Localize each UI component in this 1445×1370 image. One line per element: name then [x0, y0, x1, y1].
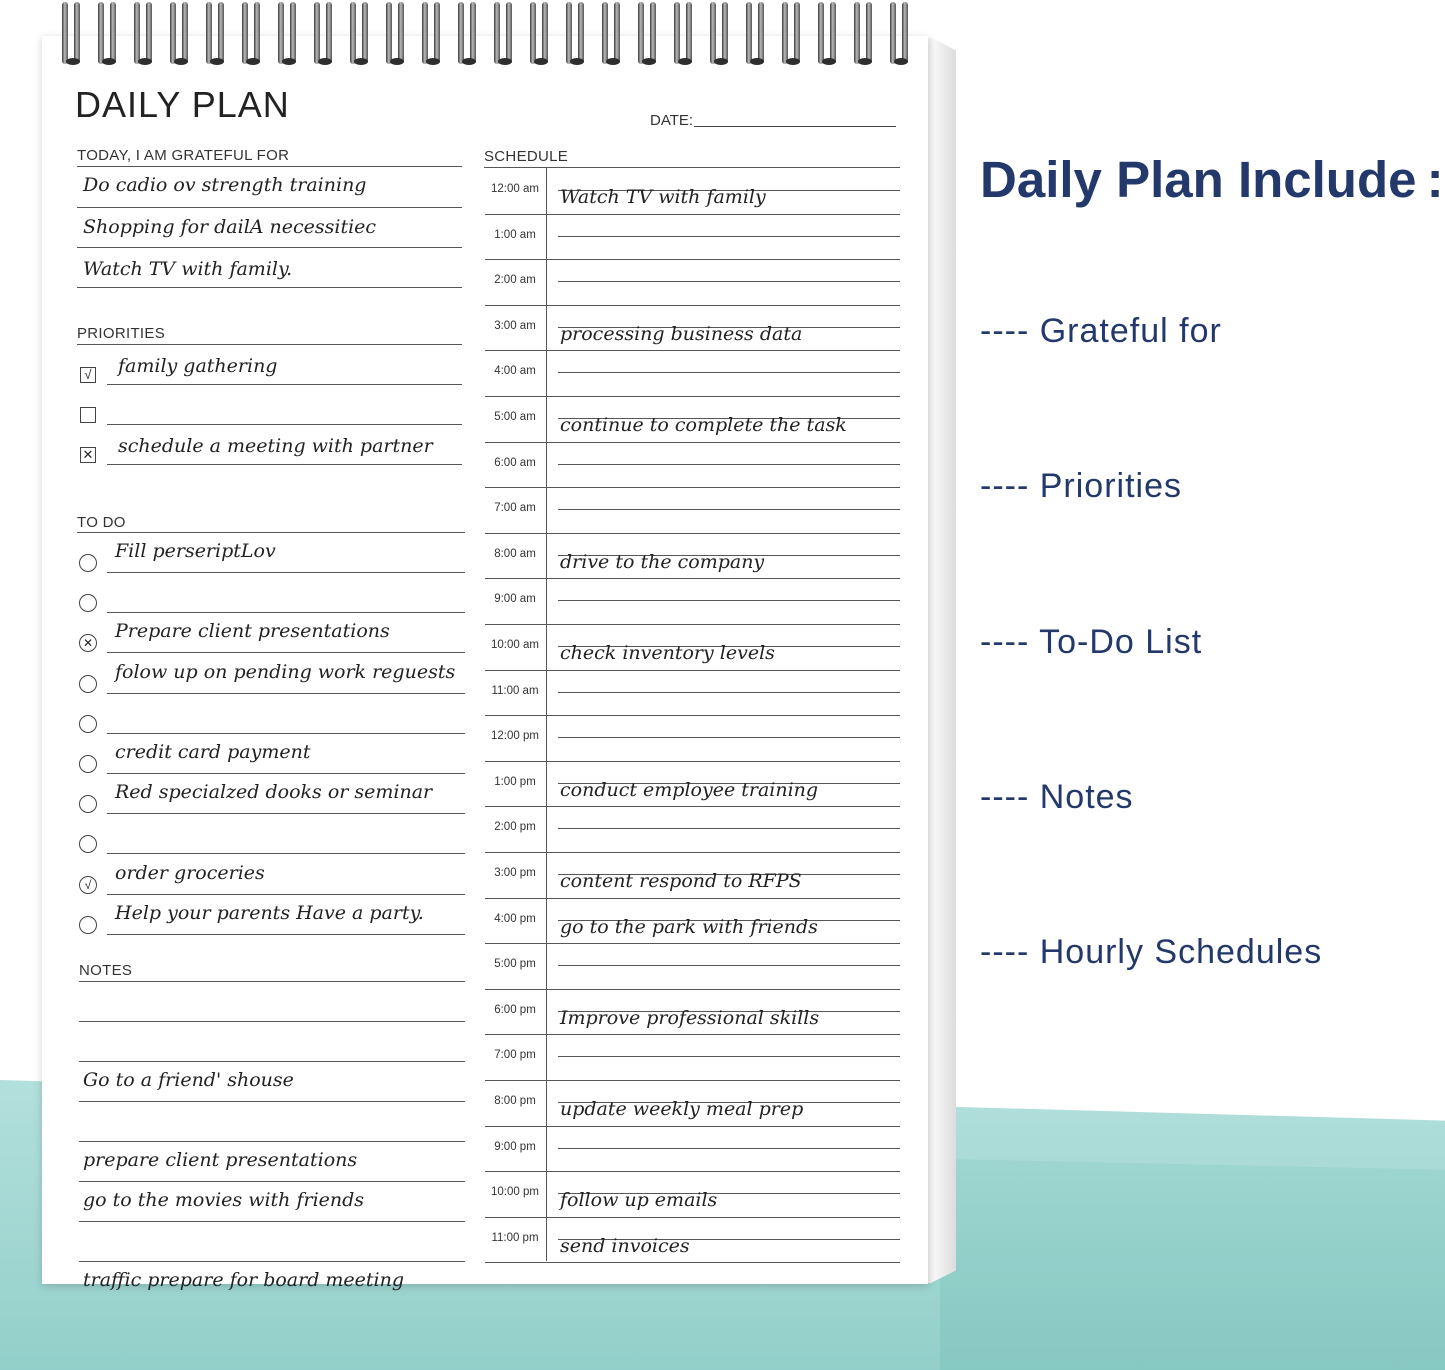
spiral-coil	[386, 2, 408, 64]
grateful-item[interactable]: Shopping for dailA necessitiec	[83, 216, 377, 238]
spiral-coil	[242, 2, 264, 64]
schedule-time-label: 7:00 am	[494, 502, 536, 515]
binding-hole	[174, 58, 188, 65]
spiral-coil	[134, 2, 156, 64]
spiral-coil	[278, 2, 300, 64]
schedule-mid-line	[558, 236, 900, 237]
todo-text[interactable]: Help your parents Have a party.	[115, 901, 424, 924]
note-line	[79, 1101, 465, 1102]
spiral-coil	[782, 2, 804, 64]
todo-line	[107, 853, 465, 854]
binding-hole	[138, 58, 152, 65]
schedule-time-label: 9:00 am	[494, 593, 536, 606]
spiral-binding	[60, 0, 920, 66]
schedule-slot-line	[485, 715, 900, 716]
schedule-entry[interactable]: go to the park with friends	[560, 915, 818, 938]
schedule-slot-line	[485, 1217, 900, 1218]
schedule-mid-line	[558, 1056, 900, 1057]
schedule-slot-line	[485, 989, 900, 990]
schedule-slot-line	[485, 761, 900, 762]
priorities-heading-rule	[77, 344, 462, 345]
schedule-time-label: 2:00 am	[494, 274, 536, 287]
binding-hole	[606, 58, 620, 65]
schedule-slot-line	[485, 487, 900, 488]
grateful-item[interactable]: Do cadio ov strength training	[83, 174, 367, 196]
priority-text[interactable]: schedule a meeting with partner	[118, 435, 433, 457]
binding-hole	[318, 58, 332, 65]
note-line	[79, 1141, 465, 1142]
spiral-coil	[494, 2, 516, 64]
schedule-time-label: 6:00 am	[494, 456, 536, 469]
schedule-time-label: 10:00 am	[491, 639, 539, 651]
binding-hole	[858, 58, 872, 65]
schedule-entry[interactable]: Improve professional skills	[560, 1006, 820, 1029]
todo-line	[107, 572, 465, 573]
schedule-mid-line	[558, 692, 900, 693]
schedule-time-label: 12:00 pm	[491, 730, 539, 743]
schedule-mid-line	[558, 737, 900, 738]
binding-hole	[714, 58, 728, 65]
schedule-slot-line	[485, 305, 900, 306]
todo-checkbox[interactable]: ✕	[79, 634, 97, 652]
spiral-coil	[206, 2, 228, 64]
spiral-coil	[566, 2, 588, 64]
binding-hole	[786, 58, 800, 65]
schedule-entry[interactable]: drive to the company	[560, 550, 765, 573]
binding-hole	[354, 58, 368, 65]
schedule-time-label: 8:00 am	[494, 547, 536, 560]
note-line	[79, 1021, 465, 1022]
grateful-heading-rule	[77, 166, 462, 167]
priority-checkbox[interactable]	[80, 407, 96, 423]
schedule-time-label: 4:00 am	[494, 365, 536, 378]
schedule-time-label: 3:00 pm	[494, 867, 536, 879]
todo-checkbox[interactable]	[79, 755, 97, 773]
schedule-entry[interactable]: follow up emails	[560, 1189, 718, 1212]
feature-item: ---- Hourly Schedules	[980, 933, 1323, 972]
todo-checkbox[interactable]	[79, 916, 97, 934]
schedule-time-label: 8:00 pm	[494, 1095, 536, 1107]
todo-line	[107, 612, 465, 613]
schedule-mid-line	[558, 281, 900, 282]
binding-hole	[678, 58, 692, 65]
note-item[interactable]: go to the movies with friends	[83, 1189, 365, 1211]
todo-checkbox[interactable]: √	[79, 876, 97, 894]
todo-text[interactable]: Prepare client presentations	[115, 620, 390, 643]
binding-hole	[210, 58, 224, 65]
schedule-slot-line	[485, 806, 900, 807]
schedule-slot-line	[485, 259, 900, 260]
todo-line	[107, 652, 465, 653]
binding-hole	[642, 58, 656, 65]
binding-hole	[66, 58, 80, 65]
binding-hole	[534, 58, 548, 65]
spiral-coil	[170, 2, 192, 64]
priority-line	[107, 424, 462, 425]
feature-item: ---- Grateful for	[980, 312, 1222, 350]
priority-checkbox[interactable]: √	[80, 367, 96, 383]
schedule-time-label: 4:00 pm	[494, 912, 536, 925]
todo-line	[107, 813, 465, 814]
date-label: DATE:	[650, 112, 694, 129]
todo-line	[107, 693, 465, 694]
schedule-entry[interactable]: continue to complete the task	[560, 414, 847, 436]
schedule-time-label: 2:00 pm	[494, 821, 536, 834]
schedule-time-label: 1:00 am	[494, 228, 536, 241]
priorities-heading: PRIORITIES	[77, 325, 166, 342]
grateful-heading: TODAY, I AM GRATEFUL FOR	[77, 147, 290, 164]
schedule-mid-line	[558, 965, 900, 966]
note-line	[79, 1221, 465, 1222]
spiral-coil	[890, 2, 912, 64]
schedule-slot-line	[485, 578, 900, 579]
schedule-time-label: 1:00 pm	[494, 775, 536, 788]
schedule-time-label: 6:00 pm	[494, 1003, 536, 1016]
grateful-line	[77, 247, 462, 248]
binding-hole	[750, 58, 764, 65]
spiral-coil	[62, 2, 84, 64]
spiral-coil	[422, 2, 444, 64]
spiral-coil	[602, 2, 624, 64]
schedule-slot-line	[485, 670, 900, 671]
todo-line	[107, 934, 465, 935]
schedule-time-label: 11:00 pm	[491, 1231, 539, 1244]
schedule-time-label: 5:00 pm	[494, 958, 536, 971]
schedule-mid-line	[558, 1148, 900, 1149]
schedule-slot-line	[485, 624, 900, 625]
todo-heading: TO DO	[77, 514, 126, 531]
schedule-slot-line	[485, 1126, 900, 1127]
spiral-coil	[530, 2, 552, 64]
schedule-slot-line	[485, 1171, 900, 1172]
spiral-coil	[314, 2, 336, 64]
schedule-entry[interactable]: processing business data	[560, 322, 803, 345]
note-line	[79, 1061, 465, 1062]
binding-hole	[570, 58, 584, 65]
todo-checkbox[interactable]	[79, 715, 97, 733]
binding-hole	[498, 58, 512, 65]
todo-text[interactable]: Fill perseriptLov	[115, 540, 276, 562]
schedule-slot-line	[485, 1080, 900, 1081]
schedule-entry[interactable]: update weekly meal prep	[560, 1098, 804, 1120]
priority-text[interactable]: family gathering	[118, 355, 278, 377]
schedule-slot-line	[485, 1034, 900, 1035]
teal-wave-background-right	[940, 1150, 1445, 1370]
spiral-coil	[638, 2, 660, 64]
grateful-line	[77, 287, 462, 288]
schedule-time-label: 11:00 am	[491, 684, 539, 697]
todo-heading-rule	[77, 532, 465, 533]
notes-heading-rule	[79, 981, 465, 982]
note-item[interactable]: prepare client presentations	[83, 1149, 358, 1171]
spiral-coil	[818, 2, 840, 64]
schedule-time-label: 12:00 am	[491, 183, 539, 195]
schedule-entry[interactable]: check inventory levels	[560, 642, 775, 664]
todo-line	[107, 733, 465, 734]
page-title: DAILY PLAN	[75, 84, 290, 125]
schedule-entry[interactable]: send invoices	[560, 1234, 690, 1257]
schedule-entry[interactable]: content respond to RFPS	[560, 870, 802, 892]
binding-hole	[246, 58, 260, 65]
schedule-heading: SCHEDULE	[484, 148, 569, 165]
schedule-slot-line	[485, 898, 900, 899]
feature-item: ---- Notes	[980, 777, 1134, 816]
todo-text[interactable]: folow up on pending work reguests	[115, 660, 456, 683]
schedule-slot-line	[485, 533, 900, 534]
todo-line	[107, 894, 465, 895]
schedule-mid-line	[558, 464, 900, 465]
feature-item: ---- Priorities	[980, 467, 1182, 506]
schedule-time-label: 9:00 pm	[494, 1140, 536, 1153]
todo-line	[107, 773, 465, 774]
binding-hole	[102, 58, 116, 65]
spiral-coil	[674, 2, 696, 64]
schedule-slot-line	[485, 943, 900, 944]
schedule-mid-line	[558, 600, 900, 601]
todo-checkbox[interactable]	[79, 554, 97, 572]
schedule-slot-line	[485, 214, 900, 215]
feature-item: ---- To-Do List	[980, 622, 1203, 661]
schedule-slot-line	[485, 350, 900, 351]
schedule-slot-line	[485, 442, 900, 443]
spiral-coil	[710, 2, 732, 64]
todo-text[interactable]: order groceries	[115, 861, 265, 884]
schedule-mid-line	[558, 372, 900, 373]
schedule-time-label: 7:00 pm	[494, 1049, 536, 1062]
binding-hole	[894, 58, 908, 65]
schedule-entry[interactable]: conduct employee training	[560, 778, 819, 801]
note-item[interactable]: Go to a friend' shouse	[83, 1069, 294, 1091]
spiral-coil	[350, 2, 372, 64]
schedule-time-label: 5:00 am	[494, 411, 536, 423]
schedule-time-label: 3:00 am	[494, 319, 536, 332]
date-line	[694, 126, 896, 127]
schedule-mid-line	[558, 828, 900, 829]
spiral-coil	[854, 2, 876, 64]
schedule-entry[interactable]: Watch TV with family	[560, 186, 766, 208]
schedule-time-label: 10:00 pm	[491, 1186, 539, 1199]
priority-line	[107, 384, 462, 385]
binding-hole	[282, 58, 296, 65]
schedule-slot-line	[485, 852, 900, 853]
grateful-item[interactable]: Watch TV with family.	[83, 258, 293, 280]
features-title: Daily Plan Include :	[980, 151, 1444, 208]
binding-hole	[822, 58, 836, 65]
priority-checkbox[interactable]: ✕	[80, 447, 96, 463]
todo-text[interactable]: credit card payment	[115, 741, 311, 763]
todo-checkbox[interactable]	[79, 675, 97, 693]
note-item[interactable]: traffic prepare for board meeting	[83, 1269, 405, 1291]
note-line	[79, 1181, 465, 1182]
note-line	[79, 1261, 465, 1262]
schedule-slot-line	[485, 1262, 900, 1263]
spiral-coil	[458, 2, 480, 64]
binding-hole	[426, 58, 440, 65]
spiral-coil	[98, 2, 120, 64]
schedule-mid-line	[558, 509, 900, 510]
binding-hole	[462, 58, 476, 65]
todo-text[interactable]: Red specialzed dooks or seminar	[115, 781, 433, 804]
schedule-slot-line	[485, 396, 900, 397]
grateful-line	[77, 207, 462, 208]
notes-heading: NOTES	[79, 962, 133, 979]
spiral-coil	[746, 2, 768, 64]
binding-hole	[390, 58, 404, 65]
priority-line	[107, 464, 462, 465]
